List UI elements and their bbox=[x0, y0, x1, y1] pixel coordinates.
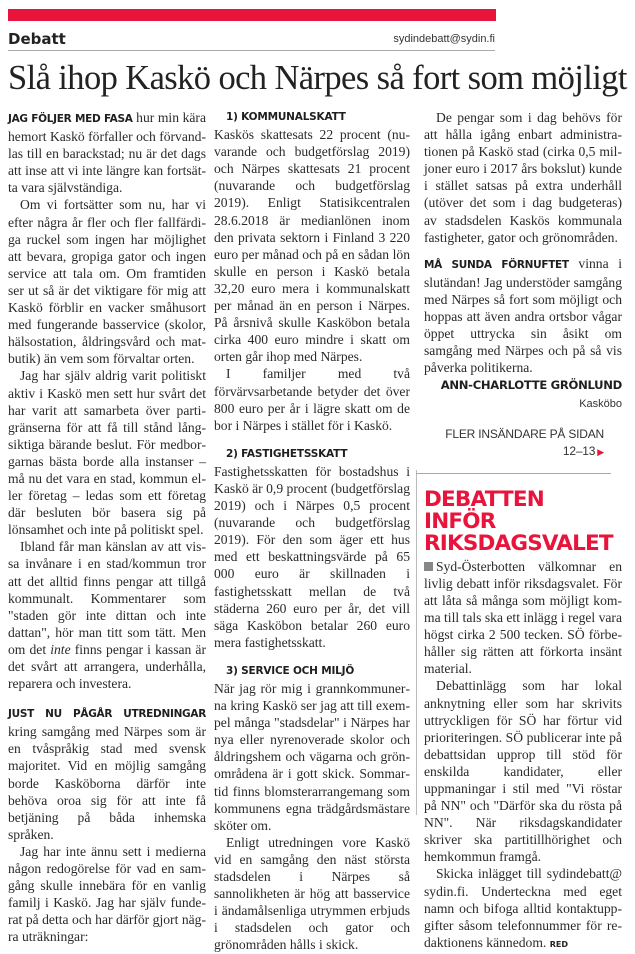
more-letters-label: FLER INSÄNDARE PÅ SIDAN 12–13 bbox=[445, 426, 604, 458]
section-label: Debatt bbox=[8, 30, 66, 48]
box-paragraph bbox=[424, 558, 622, 678]
author-place: Kasköbo bbox=[579, 397, 622, 410]
section-color-bar bbox=[8, 9, 496, 21]
article-paragraph: Om vi fortsätter som nu, har vi efter några år fler och fler fallfärdiga ruckel som ingen har möjlighet att bevara, gropiga gator och ingen service att tala om. Om framtiden ser ut så är det viktigare för mig att Kaskö förblir en vacker småhusort med fungerande basservice (skolor, hälsostation, åldringsvård och matbutik) än vem som förvaltar orten. bbox=[8, 197, 206, 367]
square-bullet-icon bbox=[424, 562, 433, 571]
article-column-3 bbox=[424, 109, 622, 953]
paragraph-text: Syd-Österbotten välkomnar en livlig debatt inför riksdagsvalet. För att låta så många som möjligt komma till tals ska ett inlägg i regel vara högst cirka 2 500 tecken. SÖ förbehåller sig rätten att förkorta insänt material. bbox=[424, 558, 622, 677]
paragraph-text: Ibland får man känslan av att vissa invånare i en stad/kommun tror att det alltid finns pengar att tillgå kommunalt. Kommentarer som "staden gör inte dittan och inte dattan", hör man titt som tätt. Men om det bbox=[8, 539, 206, 657]
article-headline: Slå ihop Kaskö och Närpes så fort som möjligt bbox=[8, 59, 627, 97]
article-paragraph bbox=[424, 255, 622, 377]
subheading-service-och-miljo: 3) SERVICE OCH MILJÖ bbox=[226, 664, 355, 677]
subheading-fastighetsskatt: 2) FASTIGHETSSKATT bbox=[226, 447, 348, 460]
lead-in: JAG FÖLJER MED FASA bbox=[8, 113, 133, 125]
article-paragraph bbox=[8, 109, 206, 196]
paragraph-text: finns pengar i kassan är det svårt att arrangera, underhålla, reparera och investera. bbox=[8, 641, 206, 692]
section-email[interactable]: sydindebatt@sydin.fi bbox=[393, 33, 495, 45]
paragraph-text: hur min kära hemort Kaskö förfaller och förvandlas till en barackstad; nu är det dags att inse att vi inte längre kan fortsätta vara självständiga. bbox=[8, 110, 206, 196]
triangle-right-icon: ▶ bbox=[597, 446, 604, 457]
box-title-line: DEBATTEN INFÖR bbox=[424, 486, 544, 534]
article-column-2 bbox=[214, 109, 410, 954]
article-paragraph: De pengar som i dag behövs för att hålla igång enbart administrationen på Kaskö stad (cirka 0,5 miljoner euro i 2017 års bokslut) kunde i stället satsas på extra underhåll (utöver det som i dag budgeteras) av stadsdelen Kaskös kommunala fastigheter, gator och grönområden. bbox=[424, 110, 622, 245]
box-title bbox=[424, 486, 622, 556]
article-paragraph: Jag har själv aldrig varit politiskt aktiv i Kaskö men sett hur svårt det har varit att samarbeta över partigränserna för att få till stånd långsiktiga bärande beslut. För medborgarnas bästa borde alla instanser – må nu det vara en stad, kommun eller företag – ledas som ett företag där besluten bör basera sig på lönsamhet och inte på politiskt spel. bbox=[8, 368, 206, 538]
emphasis-text: inte bbox=[50, 641, 71, 657]
lead-in: JUST NU PÅGÅR UTREDNINGAR bbox=[8, 708, 206, 721]
paragraph-text: kring samgång med Närpes som är en tvåspråkig stad med svensk majoritet. Vid en möjlig samgång borde Kasköborna därför inte behöva oroa sig för att inte få betjäning på båda inhemska språken. bbox=[8, 724, 206, 842]
more-letters-link[interactable] bbox=[424, 426, 604, 461]
column-divider bbox=[416, 470, 417, 815]
lead-in: MÅ SUNDA FÖRNUFTET bbox=[424, 258, 569, 271]
election-debate-box bbox=[424, 486, 622, 953]
horizontal-divider bbox=[416, 473, 611, 474]
article-column-1 bbox=[8, 109, 206, 946]
section-header bbox=[8, 28, 495, 51]
box-title-line: RIKSDAGSVALET bbox=[424, 530, 613, 556]
article-paragraph: Enligt utredningen vore Kaskö vid en samgång den näst största stadsdelen i Närpes så sannolikheten är hög att basservice i ändamålsenliga utrymmen erbjuds i stadsdelen och gator och grönområden hålls i skick. bbox=[214, 834, 410, 953]
editor-signature: RED bbox=[549, 939, 568, 949]
author-name: ANN-CHARLOTTE GRÖNLUND bbox=[440, 378, 622, 393]
box-paragraph: Debattinlägg som har lokal anknytning eller som har skrivits uttryckligen för SÖ har förtur vid prioriteringen. SÖ publicerar inte på debattsidan upprop till stöd för enskilda kandidater, eller uppmaningar i stil med "Vi röstar på NN" och "Därför ska du rösta på NN". När riksdagskandidater skriver ska partitillhörighet och hemkommun framgå. bbox=[424, 678, 622, 865]
article-paragraph: I familjer med två förvärvsarbetande betyder det över 800 euro per år i lägre skatt om de bor i Närpes i stället för i Kaskö. bbox=[214, 366, 410, 433]
paragraph-text: vinna i slutändan! Jag understöder samgång med Närpes så fort som möjligt och hoppas att även andra ortsbor vågar öppet uttrycka sin åsikt om samgång med Närpes och på så vis påverka politikerna. bbox=[424, 255, 622, 376]
article-paragraph: Fastighetsskatten för bostadshus i Kaskö är 0,9 procent (budgetförslag 2019) och i Närpes 0,5 procent (nuvarande och budgetförslag 2019). För den som äger ett hus med ett beskattningsvärde på 65 000 euro är skillnaden i fastighetsskatt mellan de två städerna 260 euro per år, det vill säga Kasköbon betalar 260 euro mera fastighetsskatt. bbox=[214, 463, 410, 650]
article-paragraph bbox=[8, 538, 206, 692]
article-paragraph: Kaskös skattesats 22 procent (nuvarande och budgetförslag 2019) och Närpes skattesats 21 procent (nuvarande och budgetförslag 2019). Enligt Statisikcentralen 28.6.2018 är medianlönen inom den privata sektorn i Finland 3 220 euro per månad och på en sådan lön skulle en person i Kaskö betala 32,20 euro mera i kommunalskatt per månad än en person i Närpes. På årsnivå skulle Kasköbon betala cirka 400 euro mindre i skatt om orten går ihop med Närpes. bbox=[214, 127, 410, 365]
article-paragraph: När jag rör mig i grannkommunerna kring Kaskö ser jag att till exempel många "stadsdelar" i Närpes har nya eller nyrenoverade skolor och åldringshem och vägarna och grönområdena är i gott skick. Sommartid finns blomsterarrangemang som kommunens egna trädgårdsmästare sköter om. bbox=[214, 681, 410, 833]
article-paragraph bbox=[8, 704, 206, 843]
box-paragraph bbox=[424, 865, 622, 952]
article-paragraph: Jag har inte ännu sett i medierna någon redogörelse för vad en samgång skulle innebära för en vanlig familj i Kaskö. Jag har själv funderat på detta och har därför gjort nägra uträkningar: bbox=[8, 843, 206, 945]
paragraph-text: Skicka inlägget till sydindebatt@ sydin.fi. Underteckna med eget namn och bifoga alltid kontaktuppgifter såsom telefonnummer för redaktionens kännedom. bbox=[424, 866, 622, 950]
subheading-kommunalskatt: 1) KOMMUNALSKATT bbox=[226, 111, 346, 123]
